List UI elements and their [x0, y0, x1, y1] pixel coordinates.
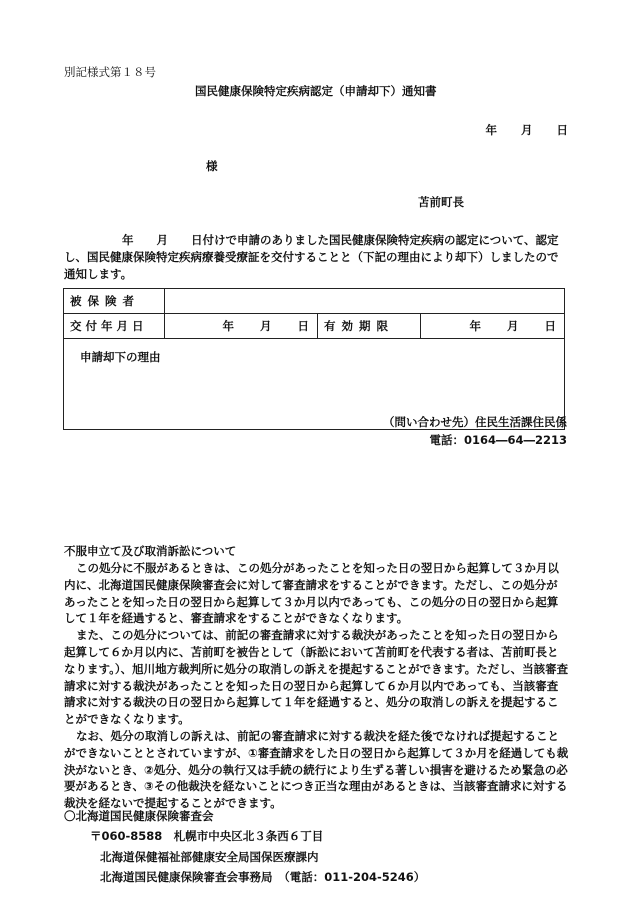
form-number: 別記様式第１８号	[64, 65, 156, 79]
council-name: 〇北海道国民健康保険審査会	[64, 809, 214, 823]
council-address: 〒060-8588 札幌市中央区北３条西６丁目	[90, 829, 324, 843]
issue-month: 月	[260, 319, 272, 333]
notice-body-rest: し、国民健康保険特定疾病療養受療証を交付することと（下記の理由により却下）しましたので通知します。	[64, 250, 559, 281]
issue-year: 年	[222, 319, 234, 333]
notice-date	[485, 122, 568, 138]
contact-phone: 電話：0164―64―2213	[429, 433, 567, 447]
contact-info: （問い合わせ先）住民生活課住民係	[383, 415, 567, 429]
council-department: 北海道保健福祉部健康安全局国保医療課内	[100, 850, 319, 864]
valid-date-value	[421, 314, 565, 339]
addressee-suffix: 様	[206, 159, 218, 173]
issue-date-value	[165, 314, 318, 339]
appeal-paragraph-3: なお、処分の取消しの訴えは、前記の審査請求に対する裁決を経た後でなければ提起することができないこととされていますが、①審査請求をした日の翌日から起算して３か月を経過しても裁決がないとき、②処分、処分の執行又は手続の続行により生ずる著しい損害を避けるため緊急の必要があるとき、③その他裁決を経ないことにつき正当な理由があるときは、当該審査請求に対する裁決を経ないで提起することができます。	[64, 728, 569, 811]
issue-day: 日	[297, 319, 309, 333]
notice-body-line1: 年 月 日付けで申請のありました国民健康保険特定疾病の認定について、認定	[122, 233, 559, 247]
valid-day: 日	[544, 319, 556, 333]
document-title: 国民健康保険特定疾病認定（申請却下）通知書	[195, 84, 437, 98]
rejection-reason-label: 申請却下の理由	[80, 350, 161, 364]
appeal-paragraph-1: この処分に不服があるときは、この処分があったことを知った日の翌日から起算して３か月以内に、北海道国民健康保険審査会に対して審査請求をすることができます。ただし、この処分があったことを知った日の翌日から起算して３か月以内であっても、この処分の日の翌日から起算して１年を経過すると、審査請求をすることができなくなります。	[64, 561, 559, 626]
council-office: 北海道国民健康保険審査会事務局 （電話：011-204-5246）	[100, 870, 426, 884]
valid-label: 有効期限	[318, 314, 421, 339]
valid-month: 月	[507, 319, 519, 333]
issue-date-label: 交付年月日	[64, 314, 165, 339]
table-row	[64, 289, 565, 314]
issuer-name: 苫前町長	[418, 195, 464, 209]
appeal-title: 不服申立て及び取消訴訟について	[64, 544, 237, 558]
date-day: 日	[556, 123, 568, 137]
date-month: 月	[520, 123, 533, 137]
insured-value	[165, 289, 565, 314]
certificate-table	[63, 288, 565, 430]
table-row	[64, 314, 565, 339]
date-year: 年	[485, 123, 497, 137]
notice-body	[64, 232, 568, 283]
appeal-text	[64, 560, 569, 812]
valid-year: 年	[469, 319, 481, 333]
appeal-paragraph-2: また、この処分については、前記の審査請求に対する裁決があったことを知った日の翌日から起算して６か月以内に、苫前町を被告として（訴訟において苫前町を代表する者は、苫前町長となります。）、旭川地方裁判所に処分の取消しの訴えを提起することができます。ただし、当該審査請求に対する裁決があったことを知った日の翌日から起算して６か月以内であっても、当該審査請求に対する裁決の日の翌日から起算して１年を経過すると、処分の取消しの訴えを提起することができなくなります。	[64, 628, 569, 727]
insured-label: 被保険者	[64, 289, 165, 314]
